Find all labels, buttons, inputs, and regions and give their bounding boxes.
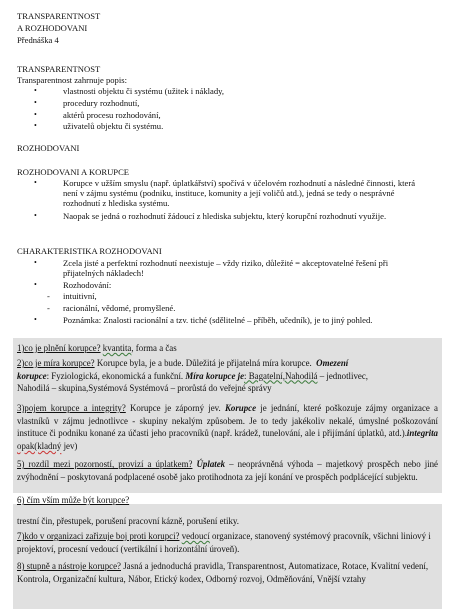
qa-item-1	[17, 342, 438, 355]
characteristics-sub-2: racionální, vědomé, promyšlené.	[63, 303, 176, 313]
bullet-icon: •	[34, 178, 37, 187]
question-1: 1)co je plnění korupce?	[17, 343, 101, 353]
answer-2-a: Korupce byla, je a bude. Důležitá je přijatelná míra korupce.	[94, 358, 312, 368]
section-heading-characteristics: CHARAKTERISTIKA ROZHODOVANI	[17, 246, 162, 256]
answer-2-d: : Fyziologická, ekonomická a funkční.	[46, 370, 184, 381]
qa-item-7	[17, 530, 438, 555]
qa-item-8	[17, 560, 438, 585]
corruption-item-1: Korupce v užším smyslu (např. úplatkářství) spočívá v účelovém rozhodnutí a následné činnosti, která není v zájmu systému (podniku, instituce, komunity a její voličů atd.), jedná se tedy o nesprávné rozhodnutí z hlediska systému.	[63, 178, 416, 208]
question-6: 6) čím vším může být korupce?	[17, 495, 130, 505]
transparency-intro: Transparentnost zahrnuje popis:	[17, 75, 127, 85]
answer-7-a: vedoucí	[181, 531, 210, 541]
corruption-item-2: Naopak se jedná o rozhodnutí žádoucí z hlediska subjektu, který korupční rozhodnutí využije.	[63, 211, 387, 221]
answer-1-part-a: kvantita	[102, 343, 132, 353]
qa-item-3	[17, 402, 438, 452]
bullet-icon: •	[34, 315, 37, 324]
answer-3-d: integrita	[406, 428, 438, 439]
answer-2-f: : Bagatelní,Nahodilá	[244, 370, 318, 381]
dash-marker: -	[47, 291, 50, 301]
bullet-icon: •	[34, 110, 37, 119]
question-3: 3)pojem korupce a integrity?	[17, 403, 126, 413]
characteristics-item-2: Rozhodování:	[63, 280, 112, 290]
question-8: 8) stupně a nástroje korupce?	[17, 561, 121, 571]
list-item: procedury rozhodnutí,	[63, 98, 140, 108]
characteristics-sub-1: intuitivní,	[63, 291, 97, 301]
answer-5-a: Úplatek	[196, 459, 226, 469]
answer-2-c: korupce	[17, 370, 47, 381]
question-2: 2)co je míra korupce?	[17, 358, 95, 368]
characteristics-item-3: Poznámka: Znalosti racionální a tzv. tiché (sdělitelné – příběh, učedník), je to jiný pohled.	[63, 315, 373, 325]
section-heading-decisions: ROZHODOVANI	[17, 143, 80, 153]
doc-title-line-1: TRANSPARENTNOST	[17, 11, 101, 21]
qa-item-5	[17, 458, 438, 483]
answer-1-part-b: , forma a čas	[131, 343, 177, 353]
answer-2-b: Omezení	[316, 358, 349, 368]
doc-title-line-2: A ROZHODOVANI	[17, 23, 88, 33]
answer-5-b: – neoprávněná výhoda – majetkový prospěch nebo jiné zvýhodnění – poskytovaná podplacené osobě jako protihodnota za její konání ve prospěch podplácející	[17, 459, 439, 482]
section-heading-corruption: ROZHODOVANI A KORUPCE	[17, 167, 130, 177]
characteristics-item-1: Zcela jisté a perfektní rozhodnutí neexistuje – vždy riziko, důležité = akceptovatelné řešení při přijatelných nákladech!	[63, 258, 389, 278]
list-item: vlastnosti objektu či systému (užitek i náklady,	[63, 86, 225, 96]
answer-3-e: opak(kladný	[17, 440, 62, 451]
answer-5-c: subjektu.	[385, 471, 418, 482]
list-item: uživatelů objektu či systému.	[63, 121, 164, 131]
bullet-icon: •	[34, 121, 37, 130]
qa-item-6	[17, 494, 438, 507]
section-heading-transparency: TRANSPARENTNOST	[17, 64, 101, 74]
answer-2-g: – jednotlivec,	[317, 370, 369, 381]
question-5: 5) rozdíl mezi pozorností, provizí a úplatkem?	[17, 459, 193, 469]
answer-2-h: Nahodilá – skupina,Systémová Systémová – prorůstá do veřejné správy	[17, 383, 272, 394]
bullet-icon: •	[34, 280, 37, 289]
dash-marker: -	[47, 303, 50, 313]
answer-3-c: je jednání, které poškozuje zájmy organizace a vlastníků v zájmu jednotlivce - skupiny nekalým způsobem. Je to tedy jakékoliv nekalé, úmyslné poškozování instituce či podniku konané za účasti jeho pracovníků (např. krádež, tunelování, ale i přijímání úplatků, atd.).	[17, 403, 438, 439]
question-7: 7)kdo v organizaci zařizuje boj proti korupci?	[17, 531, 180, 541]
qa-item-2	[17, 357, 438, 395]
answer-6: trestní čin, přestupek, porušení pracovní kázně, porušení etiky.	[17, 516, 239, 526]
list-item: aktérů procesu rozhodování,	[63, 110, 161, 120]
bullet-icon: •	[34, 86, 37, 95]
bullet-icon: •	[34, 98, 37, 107]
answer-7-b: organizace, stanovený systémový pracovník, všichni liniový i projektoví, procesní vedoucí (vertikální i horizontální úroveň).	[17, 531, 431, 554]
bullet-icon: •	[34, 211, 37, 220]
answer-3-a: Korupce je záporný jev.	[125, 403, 225, 413]
answer-8: Jasná a jednoduchá pravidla, Transparentnost, Automatizace, Rotace, Kvalitní vedení, Kontrola, Organizační kultura, Nábor, Etický kodex, Odborný rozvoj, Odměňování, Vnější vztahy	[17, 561, 429, 584]
answer-2-e: Míra korupce je	[185, 370, 245, 381]
lecture-label: Přednáška 4	[17, 35, 59, 45]
answer-3-b: Korupce	[224, 403, 257, 413]
answer-3-f: jev)	[63, 440, 78, 451]
bullet-icon: •	[34, 258, 37, 267]
